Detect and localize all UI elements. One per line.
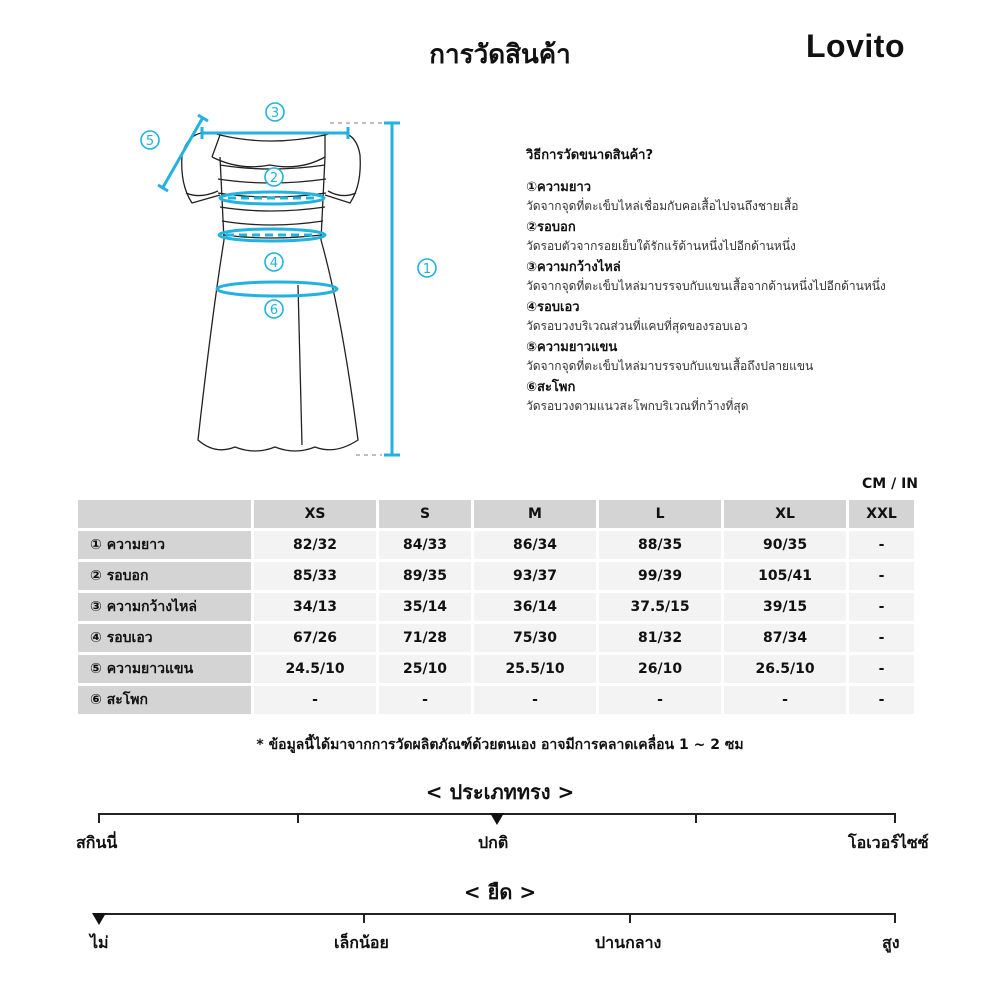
table-cell: 105/41 [724, 562, 846, 590]
guide-item-sleeve [526, 339, 966, 375]
svg-text:4: 4 [269, 256, 279, 271]
stretch-scale-line [98, 913, 896, 915]
page-title: การวัดสินค้า [429, 40, 571, 70]
table-row [78, 624, 914, 652]
table-cell: 89/35 [379, 562, 471, 590]
marker-waist [265, 253, 283, 271]
svg-text:5: 5 [145, 134, 155, 149]
table-cell: 71/28 [379, 624, 471, 652]
fit-scale-title: < ประเภททรง > [425, 780, 575, 804]
guide-item-desc: วัดจากจุดที่ตะเข็บไหล่เชื่อมกับคอเสื้อไปจนถึงชายเสื้อ [526, 199, 799, 213]
marker-length [418, 259, 436, 277]
fit-indicator-icon [490, 813, 504, 825]
table-row [78, 531, 914, 559]
table-cell: 82/32 [254, 531, 376, 559]
fit-label-oversize: โอเวอร์ไซซ์ [848, 833, 929, 852]
table-cell: - [599, 686, 721, 714]
guide-item-desc: วัดรอบวงบริเวณส่วนที่แคบที่สุดของรอบเอว [526, 319, 748, 333]
stretch-scale-tick [363, 913, 365, 923]
svg-text:2: 2 [269, 171, 279, 186]
table-cell: 26/10 [599, 655, 721, 683]
guide-item-title: ④รอบเอว [526, 300, 580, 315]
table-row [78, 593, 914, 621]
stretch-label-medium: ปานกลาง [595, 933, 662, 952]
row-label: ⑥ สะโพก [78, 686, 251, 714]
table-cell: 67/26 [254, 624, 376, 652]
guide-item-hip [526, 379, 966, 415]
guide-item-desc: วัดรอบตัวจากรอยเย็บใต้รักแร้ด้านหนึ่งไปอีกด้านหนึ่ง [526, 239, 796, 253]
stretch-label-slight: เล็กน้อย [334, 933, 389, 952]
stretch-scale-title: < ยืด > [463, 880, 537, 904]
size-header: XS [254, 500, 376, 528]
guide-item-title: ③ความกว้างไหล่ [526, 260, 621, 275]
table-row [78, 655, 914, 683]
guide-item-shoulder [526, 259, 966, 295]
guide-item-title: ②รอบอก [526, 220, 576, 235]
table-cell: 75/30 [474, 624, 596, 652]
table-cell: 93/37 [474, 562, 596, 590]
marker-sleeve [141, 131, 159, 149]
marker-shoulder [266, 103, 284, 121]
svg-text:6: 6 [269, 303, 279, 318]
table-cell: 24.5/10 [254, 655, 376, 683]
guide-item-desc: วัดรอบวงตามแนวสะโพกบริเวณที่กว้างที่สุด [526, 399, 749, 413]
row-label: ② รอบอก [78, 562, 251, 590]
table-cell: - [379, 686, 471, 714]
row-label: ④ รอบเอว [78, 624, 251, 652]
table-cell: 25/10 [379, 655, 471, 683]
measurement-note: * ข้อมูลนี้ได้มาจากการวัดผลิตภัณฑ์ด้วยตนเอง อาจมีการคลาดเคลื่อน 1 ~ 2 ซม [256, 737, 744, 753]
stretch-label-none: ไม่ [90, 933, 109, 952]
stretch-scale-tick [894, 913, 896, 923]
table-cell: - [849, 562, 914, 590]
table-cell: 35/14 [379, 593, 471, 621]
row-label: ③ ความกว้างไหล่ [78, 593, 251, 621]
table-header-row [78, 500, 914, 528]
guide-item-title: ①ความยาว [526, 180, 592, 195]
guide-item-waist [526, 299, 966, 335]
stretch-label-high: สูง [882, 933, 900, 952]
measurement-guide [526, 144, 966, 419]
row-label: ⑤ ความยาวแขน [78, 655, 251, 683]
guide-item-desc: วัดจากจุดที่ตะเข็บไหล่มาบรรจบกับแขนเสื้อถึงปลายแขน [526, 359, 814, 373]
size-header: M [474, 500, 596, 528]
table-cell: - [849, 593, 914, 621]
guide-item-bust [526, 219, 966, 255]
svg-text:1: 1 [422, 262, 432, 277]
guide-item-length [526, 179, 966, 215]
table-cell: - [474, 686, 596, 714]
guide-item-desc: วัดจากจุดที่ตะเข็บไหล่มาบรรจบกับแขนเสื้อจากด้านหนึ่งไปอีกด้านหนึ่ง [526, 279, 886, 293]
table-cell: 25.5/10 [474, 655, 596, 683]
fit-label-skinny: สกินนี่ [76, 833, 118, 852]
table-cell: 39/15 [724, 593, 846, 621]
size-header: XL [724, 500, 846, 528]
fit-scale-tick [297, 813, 299, 823]
fit-scale-tick [98, 813, 100, 823]
table-cell: - [849, 655, 914, 683]
size-chart-table [75, 497, 917, 717]
table-cell: 90/35 [724, 531, 846, 559]
table-cell: - [849, 686, 914, 714]
table-cell: 85/33 [254, 562, 376, 590]
size-header: XXL [849, 500, 914, 528]
svg-text:3: 3 [270, 106, 280, 121]
stretch-scale-tick [629, 913, 631, 923]
guide-heading: วิธีการวัดขนาดสินค้า? [526, 148, 654, 163]
guide-item-title: ⑥สะโพก [526, 380, 576, 395]
table-cell: 99/39 [599, 562, 721, 590]
guide-item-title: ⑤ความยาวแขน [526, 340, 618, 355]
table-cell: - [724, 686, 846, 714]
table-corner [78, 500, 251, 528]
fit-scale-tick [695, 813, 697, 823]
table-cell: 87/34 [724, 624, 846, 652]
marker-hip [265, 300, 283, 318]
table-cell: 84/33 [379, 531, 471, 559]
table-cell: 37.5/15 [599, 593, 721, 621]
table-cell: - [254, 686, 376, 714]
table-cell: 86/34 [474, 531, 596, 559]
dress-measurement-diagram [120, 95, 460, 465]
table-cell: 36/14 [474, 593, 596, 621]
table-row [78, 686, 914, 714]
marker-bust [265, 168, 283, 186]
unit-label: CM / IN [862, 476, 918, 492]
size-header: S [379, 500, 471, 528]
table-cell: 88/35 [599, 531, 721, 559]
table-cell: - [849, 531, 914, 559]
table-cell: 26.5/10 [724, 655, 846, 683]
size-header: L [599, 500, 721, 528]
fit-label-regular: ปกติ [478, 833, 509, 852]
row-label: ① ความยาว [78, 531, 251, 559]
fit-scale-tick [894, 813, 896, 823]
brand-logo: Lovito [806, 28, 905, 64]
table-cell: 34/13 [254, 593, 376, 621]
table-cell: 81/32 [599, 624, 721, 652]
table-row [78, 562, 914, 590]
stretch-indicator-icon [92, 913, 106, 925]
table-cell: - [849, 624, 914, 652]
